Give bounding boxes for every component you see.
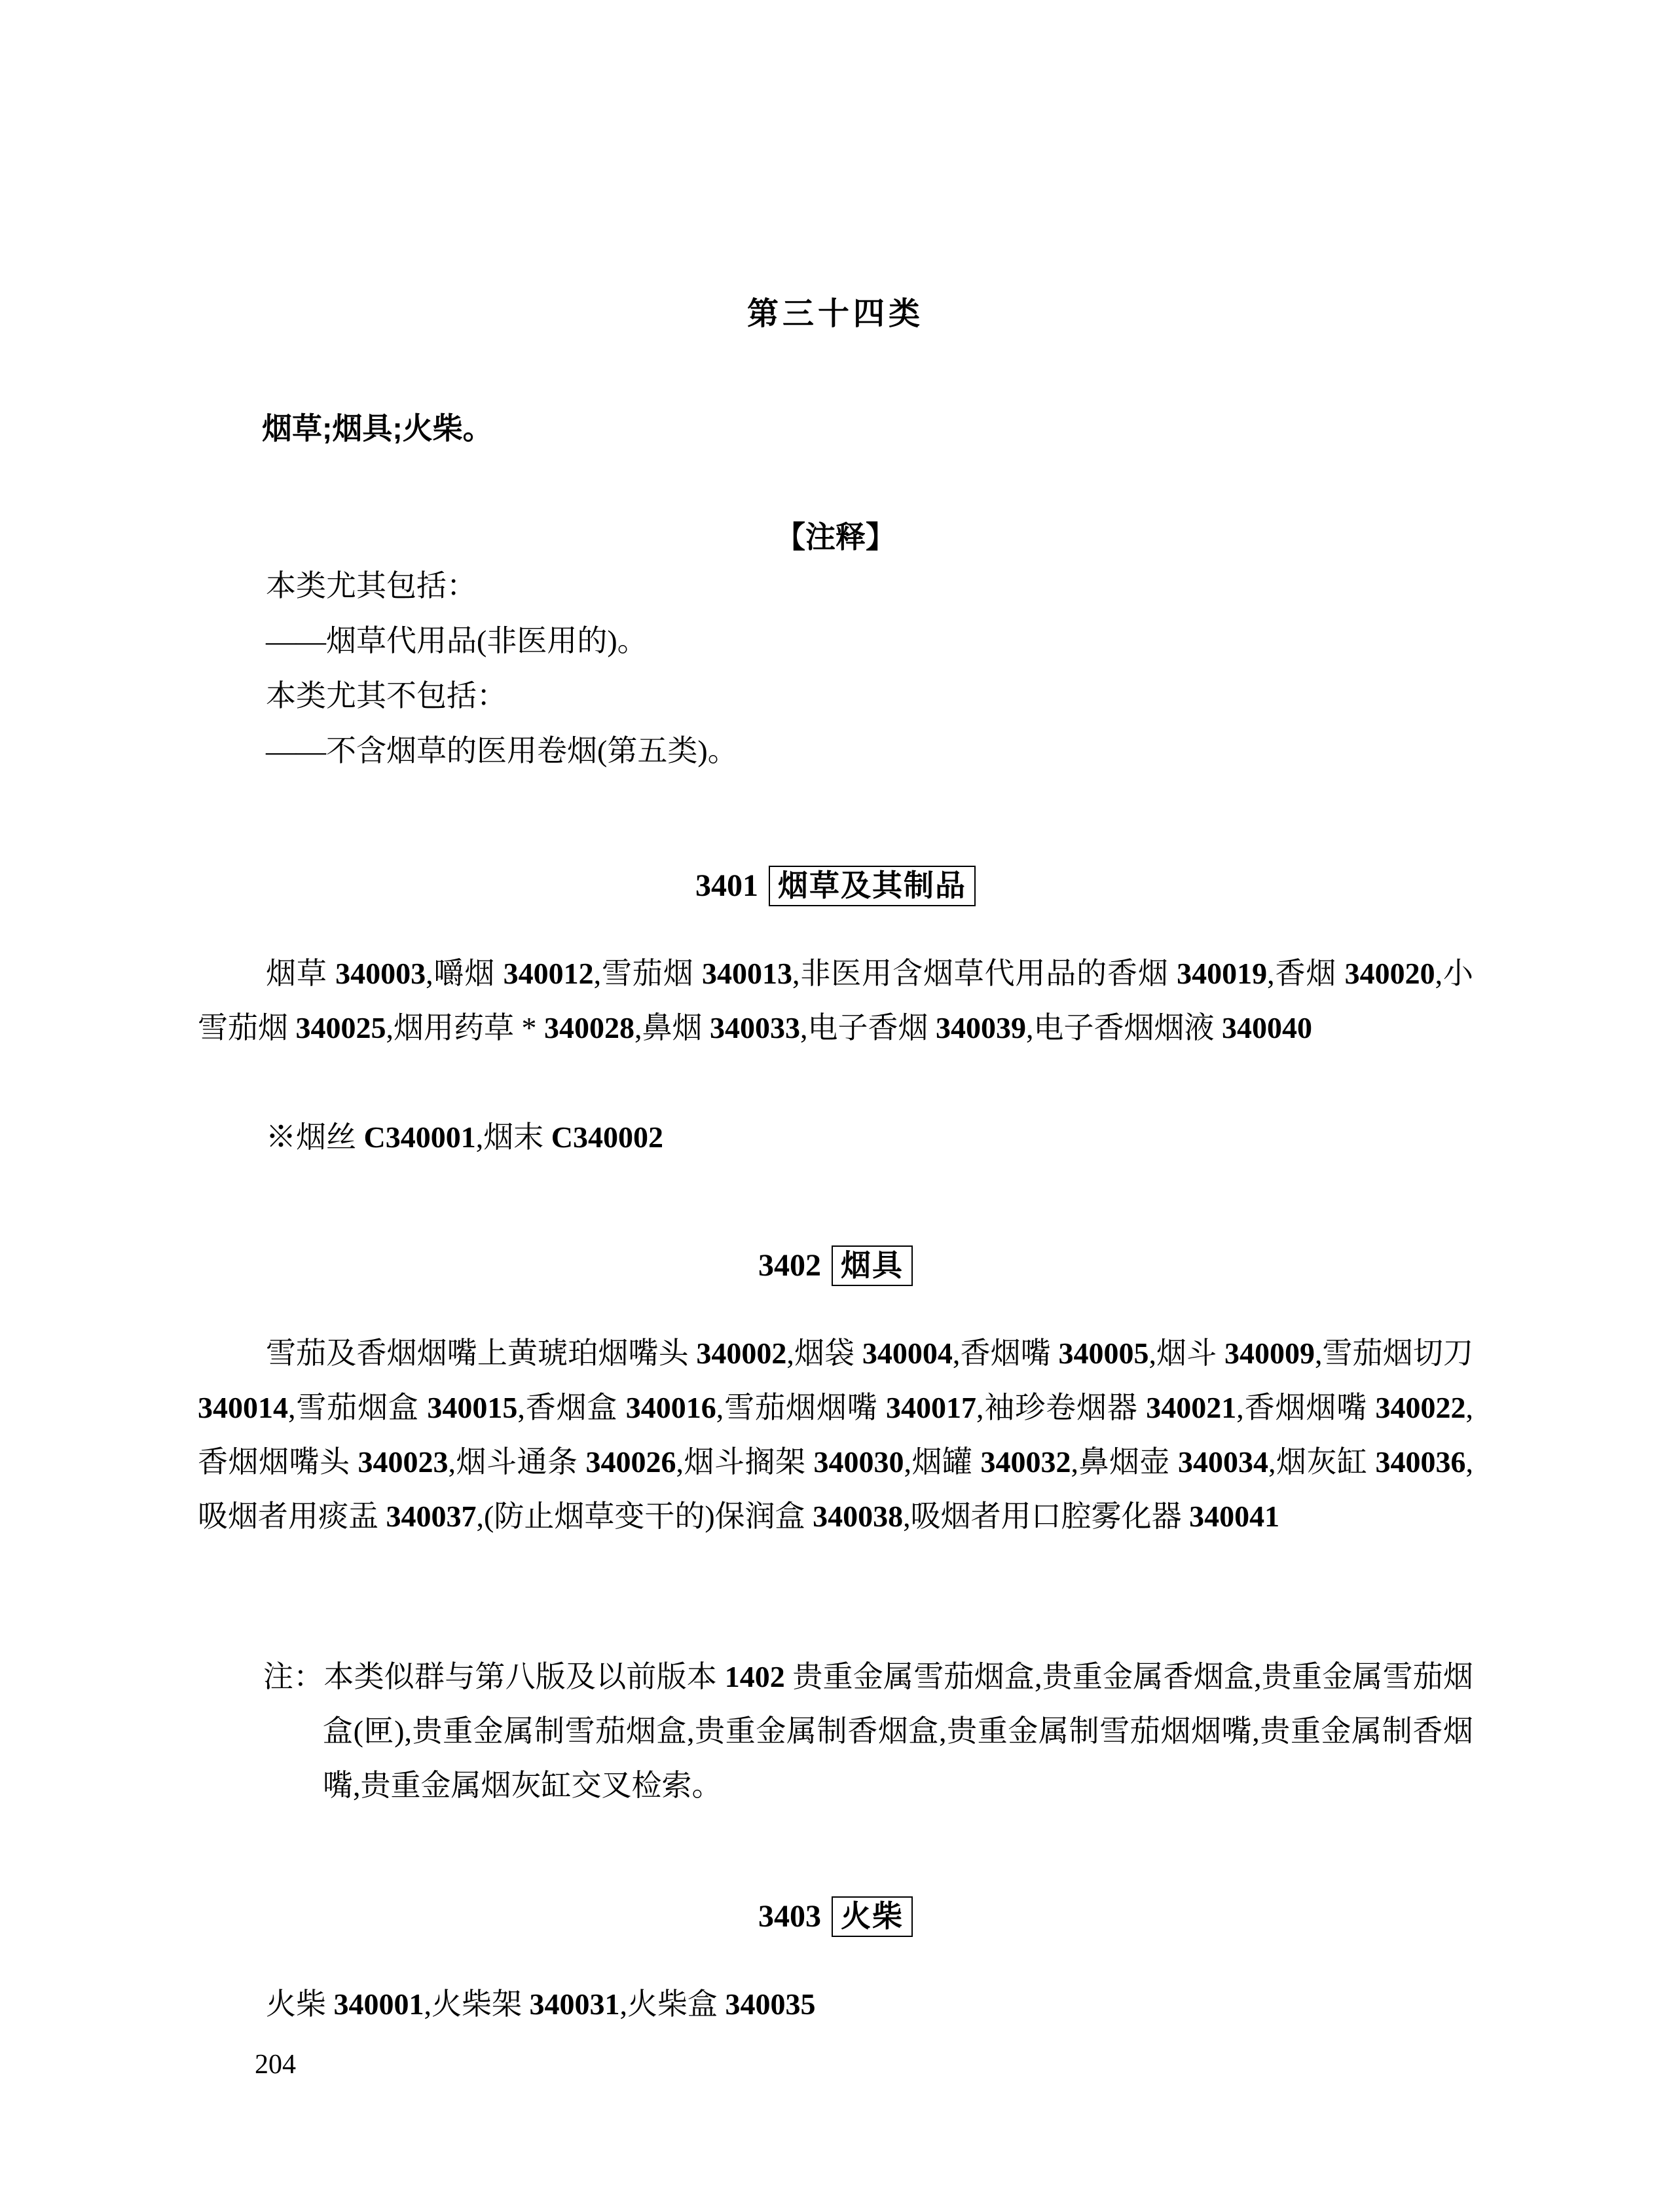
section-paragraph: 烟草 340003,嚼烟 340012,雪茄烟 340013,非医用含烟草代用品的香烟 340019,香烟 340020,小雪茄烟 340025,烟用药草 * 340028,鼻烟 340033,电子香烟 340039,电子香烟烟液 340040	[198, 957, 1474, 1044]
annotation-header: 【注释】	[775, 520, 896, 554]
section-title-box: 烟具	[832, 1245, 913, 1286]
section-heading-3402	[0, 1245, 1671, 1286]
section-note: 注：本类似群与第八版及以前版本 1402 贵重金属雪茄烟盒,贵重金属香烟盒,贵重金属雪茄烟盒(匣),贵重金属制雪茄烟盒,贵重金属制香烟盒,贵重金属制雪茄烟烟嘴,贵重金属制香烟嘴,贵重金属烟灰缸交叉检索。	[263, 1660, 1474, 1802]
document-title: 第三十四类	[746, 297, 924, 331]
annotation-line: ——不含烟草的医用卷烟(第五类)。	[266, 734, 738, 767]
section-paragraph: 雪茄及香烟烟嘴上黄琥珀烟嘴头 340002,烟袋 340004,香烟嘴 340005,烟斗 340009,雪茄烟切刀 340014,雪茄烟盒 340015,香烟盒 340016,雪茄烟烟嘴 340017,袖珍卷烟器 340021,香烟烟嘴 340022,香烟烟嘴头 340023,烟斗通条 340026,烟斗搁架 340030,烟罐 340032,鼻烟壶 340034,烟灰缸 340036,吸烟者用痰盂 340037,(防止烟草变干的)保润盒 340038,吸烟者用口腔雾化器 340041	[198, 1336, 1474, 1533]
section-heading-3401	[0, 866, 1671, 906]
annotation-line: 本类尤其包括：	[266, 569, 477, 602]
section-code: 3403	[758, 1899, 821, 1934]
section-heading-3403	[0, 1896, 1671, 1937]
section-code: 3401	[695, 868, 758, 903]
class-description: 烟草;烟具;火柴。	[262, 411, 493, 445]
annotation-line: 本类尤其不包括：	[266, 679, 507, 712]
annotation-block	[266, 559, 1473, 779]
section-title-box: 火柴	[832, 1896, 913, 1937]
section-paragraph-starred: ※烟丝 C340001,烟末 C340002	[266, 1120, 663, 1154]
page-number: 204	[255, 2050, 296, 2080]
section-title-box: 烟草及其制品	[769, 866, 976, 906]
annotation-line: ——烟草代用品(非医用的)。	[266, 624, 648, 657]
section-code: 3402	[758, 1248, 821, 1283]
section-paragraph: 火柴 340001,火柴架 340031,火柴盒 340035	[266, 1987, 816, 2021]
